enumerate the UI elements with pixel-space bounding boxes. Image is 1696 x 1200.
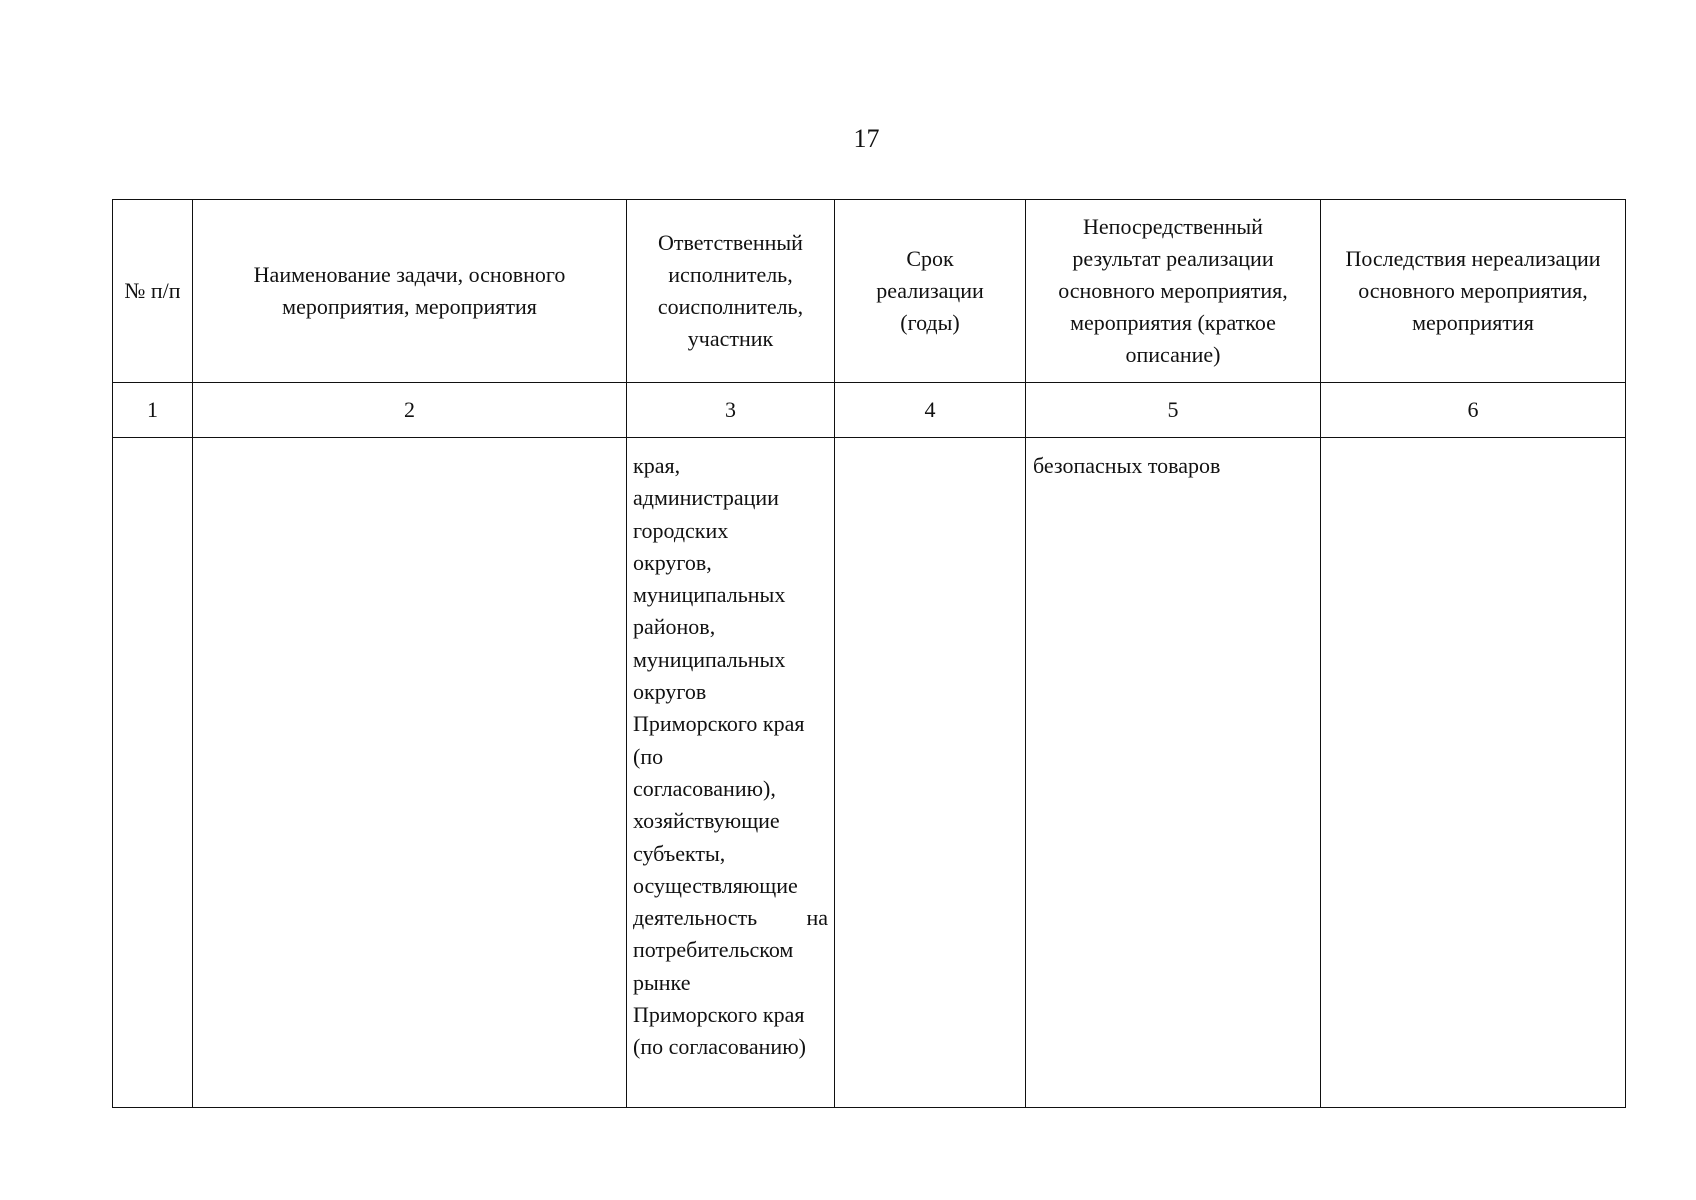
text-line: согласованию), <box>633 775 776 801</box>
text-line: Приморского края <box>633 711 805 737</box>
column-number: 4 <box>835 383 1026 438</box>
row-result-cell <box>1026 438 1321 1108</box>
text-line: осуществляющие <box>633 872 798 898</box>
text-line: (по согласованию) <box>633 1034 806 1060</box>
text-line: районов, <box>633 614 716 640</box>
row-responsible-cell <box>627 438 835 1108</box>
text-line: потребительском <box>633 937 794 963</box>
header-task-name: Наименование задачи, основного мероприятия, мероприятия <box>193 200 627 383</box>
text-line: округов, <box>633 549 712 575</box>
column-number-row <box>113 383 1626 438</box>
row-consequences-cell <box>1321 438 1626 1108</box>
text-line-justified <box>633 902 828 934</box>
header-term: Срок реализации (годы) <box>835 200 1026 383</box>
column-number: 3 <box>627 383 835 438</box>
page-number: 17 <box>853 124 880 153</box>
row-task-cell <box>193 438 627 1108</box>
header-result: Непосредственный результат реализации основного мероприятия, мероприятия (краткое описание) <box>1026 200 1321 383</box>
responsible-text <box>627 438 834 1064</box>
table-row <box>113 438 1626 1108</box>
result-text: безопасных товаров <box>1033 453 1221 478</box>
row-number-cell <box>113 438 193 1108</box>
text-line: округов <box>633 679 707 705</box>
text-line: муниципальных <box>633 646 786 672</box>
text-line: (по <box>633 743 664 769</box>
measures-table <box>112 199 1626 1108</box>
text-line: администрации <box>633 485 779 511</box>
column-number: 2 <box>193 383 627 438</box>
column-number: 6 <box>1321 383 1626 438</box>
text-line: субъекты, <box>633 840 726 866</box>
header-consequences: Последствия нереализации основного мероприятия, мероприятия <box>1321 200 1626 383</box>
column-number: 5 <box>1026 383 1321 438</box>
text-line: муниципальных <box>633 582 786 608</box>
word: на <box>806 905 828 931</box>
table-header-row <box>113 200 1626 383</box>
header-number: № п/п <box>113 200 193 383</box>
header-responsible: Ответственный исполнитель, соисполнитель, участник <box>627 200 835 383</box>
word: деятельность <box>633 905 758 931</box>
column-number: 1 <box>113 383 193 438</box>
text-line: Приморского края <box>633 1002 805 1028</box>
text-line: рынке <box>633 969 691 995</box>
row-term-cell <box>835 438 1026 1108</box>
text-line: хозяйствующие <box>633 808 780 834</box>
text-line: края, <box>633 453 681 478</box>
text-line: городских <box>633 517 729 543</box>
